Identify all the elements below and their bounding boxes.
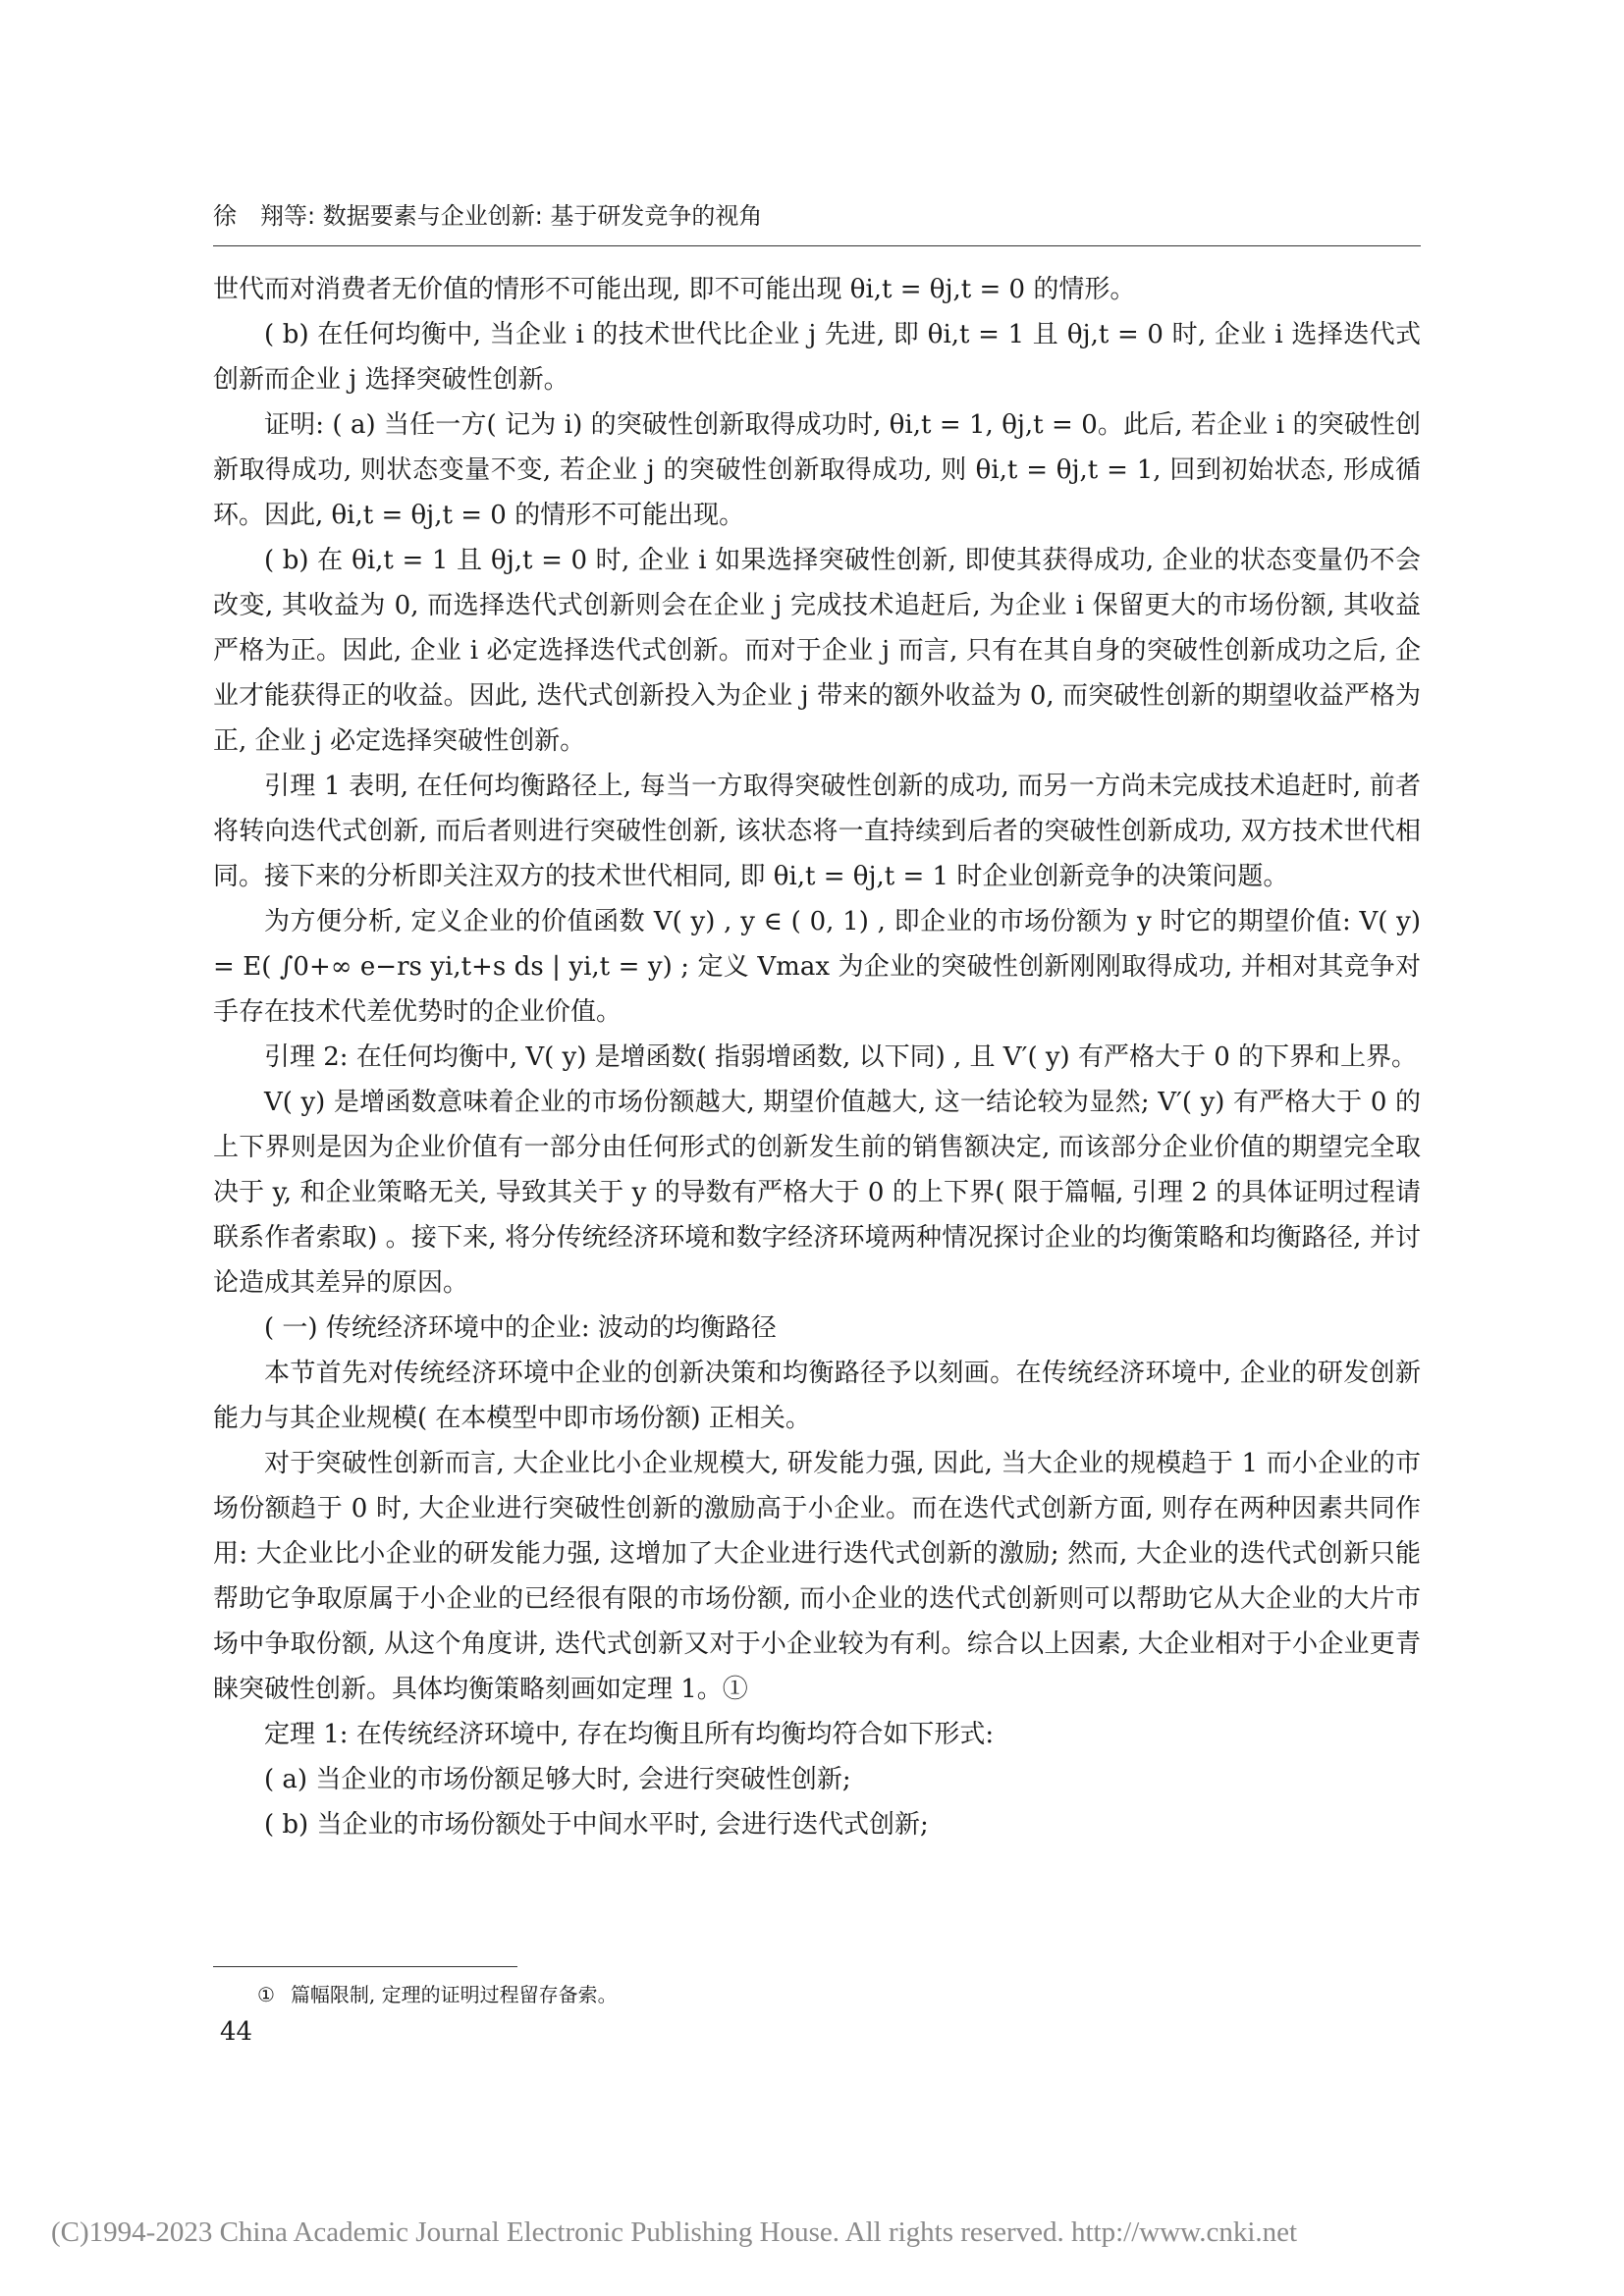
header-divider [213,245,1421,246]
paragraph: V( y) 是增函数意味着企业的市场份额越大, 期望价值越大, 这一结论较为显然; V′( y) 有严格大于 0 的上下界则是因为企业价值有一部分由任何形式的创新发生前的销售额决定, 而该部分企业价值的期望完全取决于 y, 和企业策略无关, 导致其关于 y 的导数有严格大于 0 的上下界( 限于篇幅, 引理 2 的具体证明过程请联系作者索取) 。接下来, 将分传统经济环境和数字经济环境两种情况探讨企业的均衡策略和均衡路径, 并讨论造成其差异的原因。 [213,1088,1421,1298]
theorem-item-a: ( a) 当企业的市场份额足够大时, 会进行突破性创新; [264,1765,851,1794]
paragraph: 证明: ( a) 当任一方( 记为 i) 的突破性创新取得成功时, θi,t = 1, θj,t = 0。此后, 若企业 i 的突破性创新取得成功, 则状态变量不变, 若企业 j 的突破性创新取得成功, 则 θi,t = θj,t = 1, 回到初始状态, 形成循环。因此, θi,t = θj,t = 0 的情形不可能出现。 [213,410,1421,530]
copyright-watermark: (C)1994-2023 China Academic Journal Electronic Publishing House. All rights reserved. http://www.cnki.net [51,2216,1298,2248]
footnote-text: 篇幅限制, 定理的证明过程留存备索。 [290,1983,618,2006]
footnote [257,1979,618,2007]
footnote-divider [213,1966,517,1967]
page-number: 44 [220,2017,253,2047]
section-heading: ( 一) 传统经济环境中的企业: 波动的均衡路径 [264,1313,777,1343]
footnote-mark: ① [257,1983,275,2006]
theorem-1: 定理 1: 在传统经济环境中, 存在均衡且所有均衡均符合如下形式: [264,1720,995,1749]
paragraph: ( b) 在任何均衡中, 当企业 i 的技术世代比企业 j 先进, 即 θi,t = 1 且 θj,t = 0 时, 企业 i 选择迭代式创新而企业 j 选择突破性创新。 [213,320,1421,395]
paragraph-with-equation: 为方便分析, 定义企业的价值函数 V( y) , y ∈ ( 0, 1) , 即企业的市场份额为 y 时它的期望价值: V( y) = E( ∫0+∞ e−rs yi,t+s ds | yi,t = y) ; 定义 Vmax 为企业的突破性创新刚刚取得成功, 并相对其竞争对手存在技术代差优势时的企业价值。 [213,907,1421,1027]
paragraph: 对于突破性创新而言, 大企业比小企业规模大, 研发能力强, 因此, 当大企业的规模趋于 1 而小企业的市场份额趋于 0 时, 大企业进行突破性创新的激励高于小企业。而在迭代式创新方面, 则存在两种因素共同作用: 大企业比小企业的研发能力强, 这增加了大企业进行迭代式创新的激励; 然而, 大企业的迭代式创新只能帮助它争取原属于小企业的已经很有限的市场份额, 而小企业的迭代式创新则可以帮助它从大企业的大片市场中争取份额, 从这个角度讲, 迭代式创新又对于小企业较为有利。综合以上因素, 大企业相对于小企业更青睐突破性创新。具体均衡策略刻画如定理 1。① [213,1449,1421,1704]
paragraph: 本节首先对传统经济环境中企业的创新决策和均衡路径予以刻画。在传统经济环境中, 企业的研发创新能力与其企业规模( 在本模型中即市场份额) 正相关。 [213,1359,1421,1433]
paragraph: ( b) 在 θi,t = 1 且 θj,t = 0 时, 企业 i 如果选择突破性创新, 即使其获得成功, 企业的状态变量仍不会改变, 其收益为 0, 而选择迭代式创新则会在企业 j 完成技术追赶后, 为企业 i 保留更大的市场份额, 其收益严格为正。因此, 企业 i 必定选择迭代式创新。而对于企业 j 而言, 只有在其自身的突破性创新成功之后, 企业才能获得正的收益。因此, 迭代式创新投入为企业 j 带来的额外收益为 0, 而突破性创新的期望收益严格为正, 企业 j 必定选择突破性创新。 [213,546,1421,756]
paragraph: 引理 1 表明, 在任何均衡路径上, 每当一方取得突破性创新的成功, 而另一方尚未完成技术追赶时, 前者将转向迭代式创新, 而后者则进行突破性创新, 该状态将一直持续到后者的突破性创新成功, 双方技术世代相同。接下来的分析即关注双方的技术世代相同, 即 θi,t = θj,t = 1 时企业创新竞争的决策问题。 [213,772,1421,891]
running-header: 徐 翔等: 数据要素与企业创新: 基于研发竞争的视角 [213,202,763,230]
lemma-2: 引理 2: 在任何均衡中, V( y) 是增函数( 指弱增函数, 以下同) , 且 V′( y) 有严格大于 0 的下界和上界。 [264,1042,1418,1072]
theorem-item-b: ( b) 当企业的市场份额处于中间水平时, 会进行迭代式创新; [264,1810,929,1840]
article-body [213,267,1421,1847]
paragraph: 世代而对消费者无价值的情形不可能出现, 即不可能出现 θi,t = θj,t = 0 的情形。 [213,275,1136,304]
